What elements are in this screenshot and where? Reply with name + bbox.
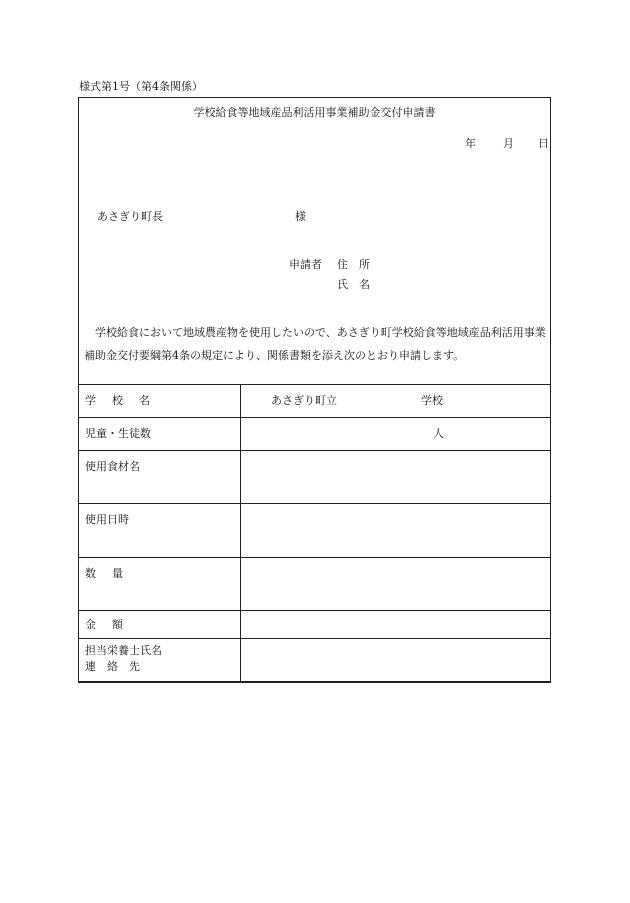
nutritionist-contact-label: [79, 639, 241, 683]
contact-label: 連絡先: [85, 660, 151, 673]
school-name-suffix: 学校: [421, 394, 443, 407]
student-count-field[interactable]: [241, 418, 551, 451]
quantity-field[interactable]: [241, 558, 551, 611]
nutritionist-name-label: 担当栄養士氏名: [85, 644, 162, 657]
table-row-contact: [79, 639, 551, 683]
application-statement: 学校給食において地域農産物を使用したいので、あさぎり町学校給食等地域産品利活用事業補助金交付要綱第4条の規定により、関係書類を添え次のとおり申請します。: [84, 326, 546, 362]
date-day-label: 日: [538, 137, 549, 150]
table-row-amount: [79, 611, 551, 639]
form-title: 学校給食等地域産品利活用事業補助金交付申請書: [193, 106, 436, 119]
application-form: [78, 97, 551, 682]
date-month-label: 月: [503, 137, 514, 150]
table-row-usage-date: [79, 504, 551, 558]
ingredients-field[interactable]: [241, 451, 551, 504]
school-name-label: 学校名: [79, 385, 241, 418]
form-number-label: 様式第1号（第4条関係）: [79, 80, 203, 93]
student-count-unit: 人: [433, 427, 444, 440]
nutritionist-contact-field[interactable]: [241, 639, 551, 683]
recipient-honorific: 様: [295, 210, 306, 223]
applicant-address-label: 住所: [337, 258, 381, 271]
applicant-name-label: 氏名: [337, 278, 381, 291]
usage-date-label: 使用日時: [79, 504, 241, 558]
table-row-ingredients: [79, 451, 551, 504]
recipient-name: あさぎり町長: [97, 210, 163, 223]
table-row-quantity: [79, 558, 551, 611]
amount-field[interactable]: [241, 611, 551, 639]
table-row-students: [79, 418, 551, 451]
date-year-label: 年: [465, 137, 476, 150]
amount-label: 金額: [79, 611, 241, 639]
quantity-label: 数量: [79, 558, 241, 611]
school-name-prefix: あさぎり町立: [271, 394, 337, 407]
school-name-field[interactable]: [241, 385, 551, 418]
applicant-label: 申請者: [289, 258, 322, 271]
ingredients-label: 使用食材名: [79, 451, 241, 504]
table-row-school: [79, 385, 551, 418]
details-table: [78, 384, 551, 683]
student-count-label: 児童・生徒数: [79, 418, 241, 451]
usage-date-field[interactable]: [241, 504, 551, 558]
